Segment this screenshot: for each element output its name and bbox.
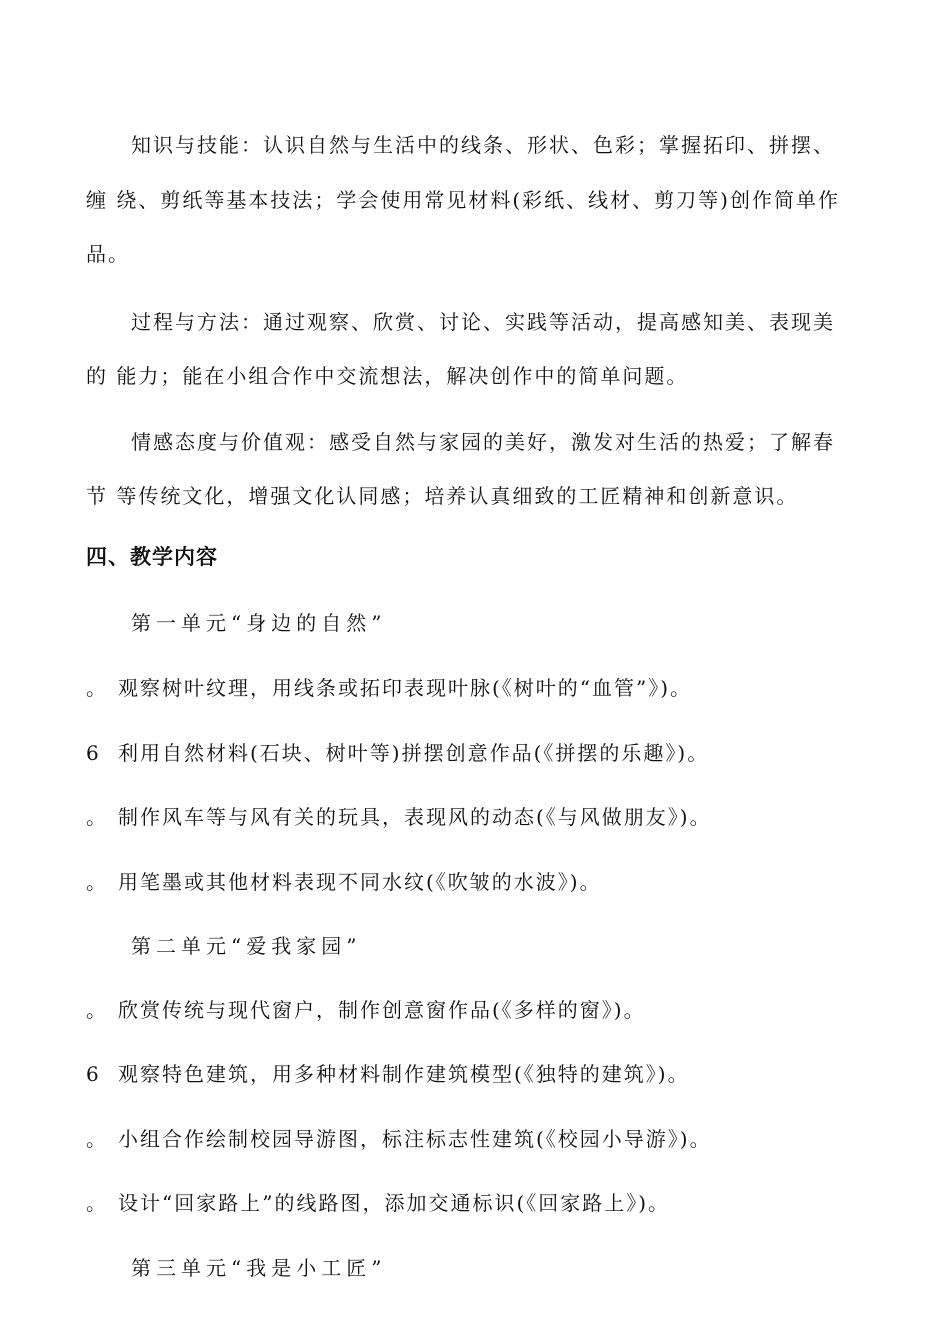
section-heading-teaching-content: 四、教学内容 xyxy=(86,545,218,569)
list-item-text: 小组合作绘制校园导游图，标注标志性建筑(《校园小导游》)。 xyxy=(118,1127,712,1151)
list-item-text: 欣赏传统与现代窗户，制作创意窗作品(《多样的窗》)。 xyxy=(118,998,646,1022)
unit-1-item xyxy=(86,674,692,702)
objective-process-line-2: 的 能力；能在小组合作中交流想法，解决创作中的简单问题。 xyxy=(86,364,689,388)
list-bullet: 。 xyxy=(86,676,108,700)
list-bullet: 。 xyxy=(86,1127,108,1151)
objective-process-line-1: 过程与方法：通过观察、欣赏、讨论、实践等活动，提高感知美、表现美 xyxy=(131,310,835,334)
list-bullet: 。 xyxy=(86,998,108,1022)
unit-1-title: 第一单元“身边的自然” xyxy=(131,611,387,635)
objective-knowledge-line-1: 知识与技能：认识自然与生活中的线条、形状、色彩；掌握拓印、拼摆、 xyxy=(131,133,835,157)
objective-attitude-line-1: 情感态度与价值观：感受自然与家园的美好，激发对生活的热爱；了解春 xyxy=(131,430,835,454)
list-bullet: 。 xyxy=(86,870,108,894)
unit-2-item xyxy=(86,1125,712,1153)
list-item-text: 用笔墨或其他材料表现不同水纹(《吹皱的水波》)。 xyxy=(118,870,602,894)
list-item-text: 利用自然材料(石块、树叶等)拼摆创意作品(《拼摆的乐趣》)。 xyxy=(118,741,710,765)
unit-2-item xyxy=(86,996,646,1024)
unit-1-item xyxy=(86,803,712,831)
list-bullet: 6 xyxy=(86,741,101,765)
unit-3-title: 第三单元“我是小工匠” xyxy=(131,1256,387,1280)
unit-2-item xyxy=(86,1189,670,1217)
list-bullet: 。 xyxy=(86,1191,108,1215)
objective-knowledge-line-2: 缠 绕、剪纸等基本技法；学会使用常见材料(彩纸、线材、剪刀等)创作简单作 xyxy=(86,188,840,212)
list-item-text: 制作风车等与风有关的玩具，表现风的动态(《与风做朋友》)。 xyxy=(118,805,712,829)
list-item-text: 观察特色建筑，用多种材料制作建筑模型(《独特的建筑》)。 xyxy=(118,1062,690,1086)
unit-1-item xyxy=(86,868,602,896)
list-item-text: 设计“回家路上”的线路图，添加交通标识(《回家路上》)。 xyxy=(118,1191,671,1215)
unit-1-item xyxy=(86,739,709,767)
list-item-text: 观察树叶纹理，用线条或拓印表现叶脉(《树叶的“血管”》)。 xyxy=(118,676,693,700)
list-bullet: 。 xyxy=(86,805,108,829)
objective-knowledge-line-3: 品。 xyxy=(86,242,130,266)
objective-attitude-line-2: 节 等传统文化，增强文化认同感；培养认真细致的工匠精神和创新意识。 xyxy=(86,484,799,508)
unit-2-item xyxy=(86,1060,690,1088)
list-bullet: 6 xyxy=(86,1062,101,1086)
unit-2-title: 第二单元“爱我家园” xyxy=(131,934,362,958)
